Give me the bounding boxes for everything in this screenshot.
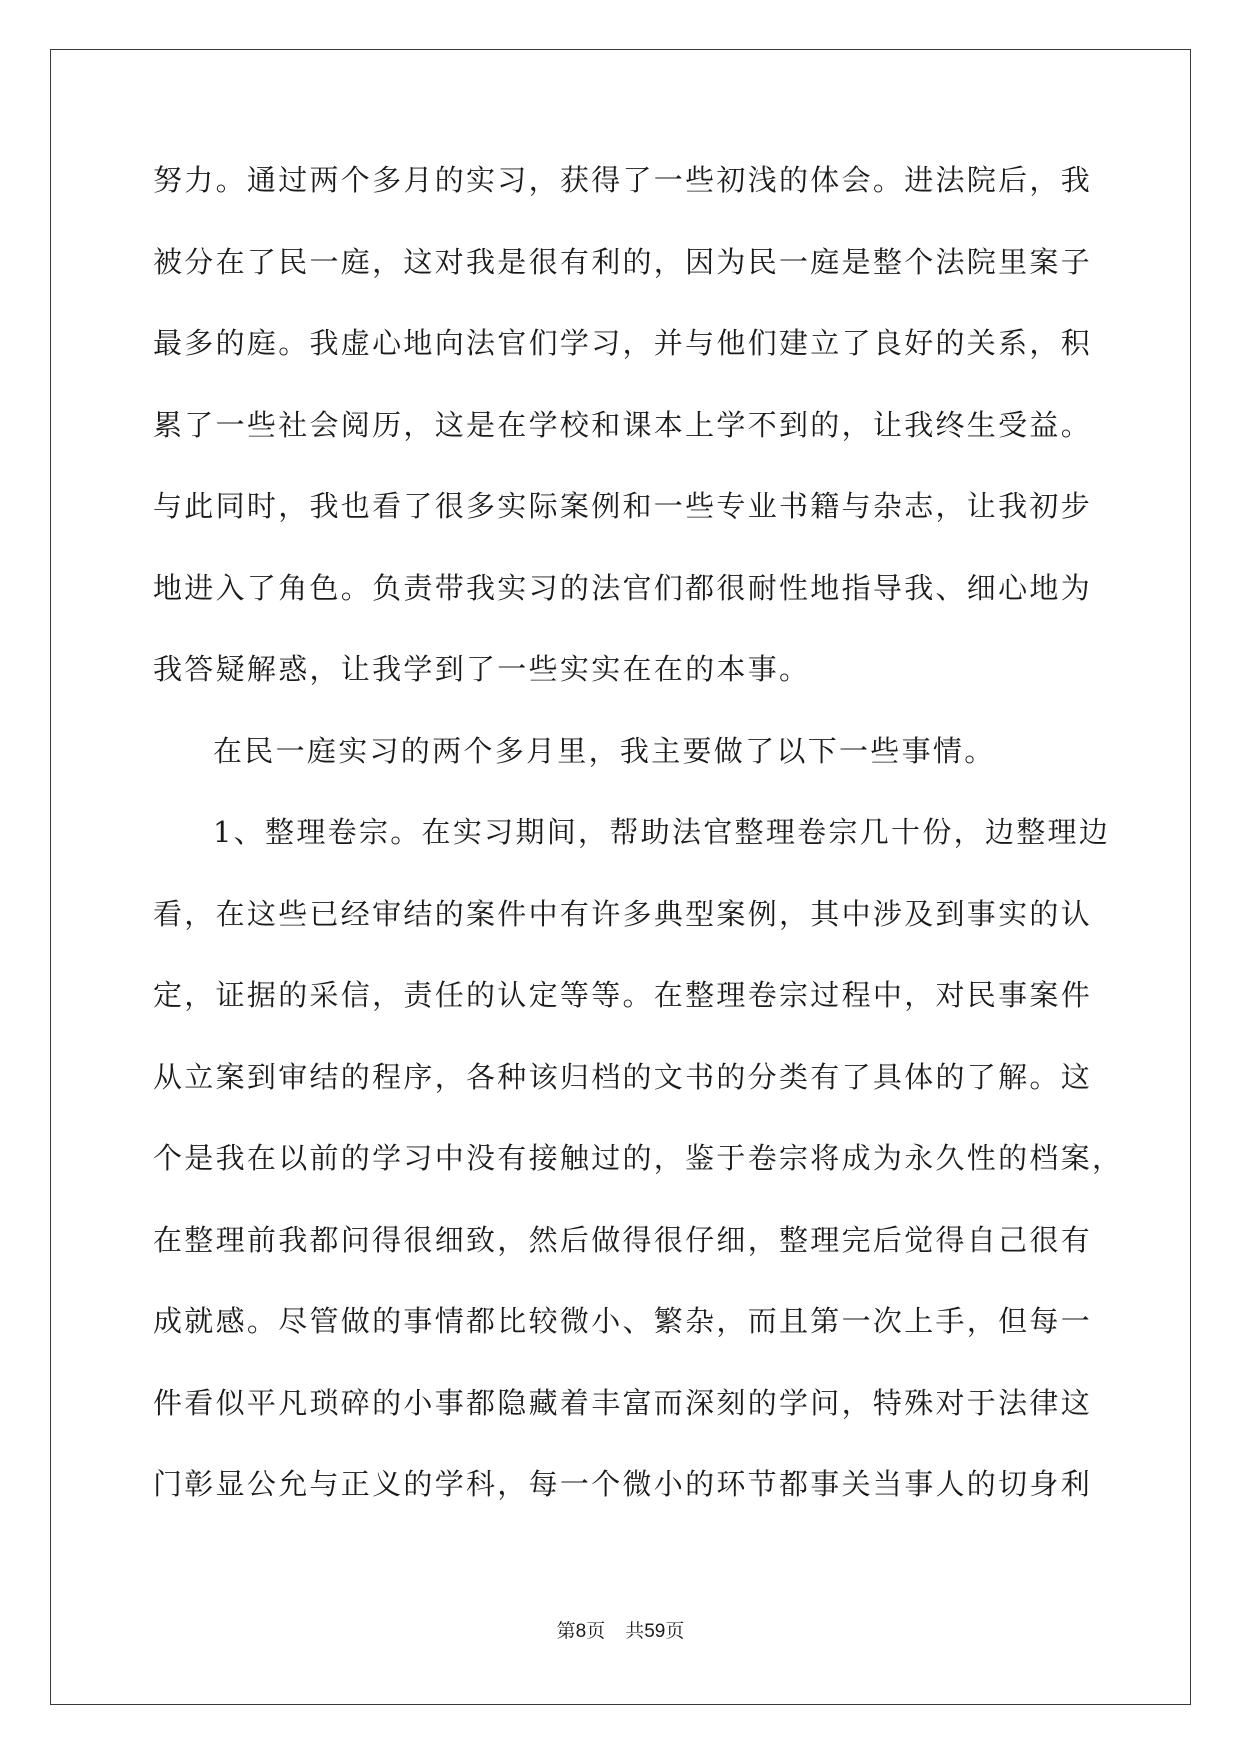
footer-page-number: 8 bbox=[575, 1621, 587, 1642]
text-line: 累了一些社会阅历，这是在学校和课本上学不到的，让我终生受益。 bbox=[153, 407, 1093, 442]
text-line: 成就感。尽管做的事情都比较微小、繁杂，而且第一次上手，但每一 bbox=[153, 1304, 1093, 1338]
text-line: 我答疑解惑，让我学到了一些实实在在的本事。 bbox=[153, 652, 811, 686]
page-footer bbox=[0, 1616, 1241, 1643]
text-line: 从立案到审结的程序，各种该归档的文书的分类有了具体的了解。这 bbox=[153, 1059, 1093, 1094]
text-line: 1、整理卷宗。在实习期间，帮助法官整理卷宗几十份，边整理边 bbox=[213, 815, 1111, 849]
text-line: 定，证据的采信，责任的认定等等。在整理卷宗过程中，对民事案件 bbox=[153, 978, 1093, 1012]
footer-page-prefix: 第 bbox=[556, 1620, 576, 1642]
text-line: 努力。通过两个多月的实习，获得了一些初浅的体会。进法院后，我 bbox=[153, 163, 1093, 197]
document-body bbox=[153, 160, 1124, 1546]
text-line: 在民一庭实习的两个多月里，我主要做了以下一些事情。 bbox=[213, 733, 996, 768]
footer-page-suffix: 页 bbox=[586, 1620, 606, 1642]
text-line: 门彰显公允与正义的学科，每一个微小的环节都事关当事人的切身利 bbox=[153, 1467, 1093, 1501]
footer-total-pages: 59 bbox=[644, 1621, 666, 1642]
text-line: 个是我在以前的学习中没有接触过的，鉴于卷宗将成为永久性的档案， bbox=[153, 1141, 1124, 1175]
text-line: 看，在这些已经审结的案件中有许多典型案例，其中涉及到事实的认 bbox=[153, 896, 1093, 931]
text-line: 最多的庭。我虚心地向法官们学习，并与他们建立了良好的关系，积 bbox=[153, 326, 1093, 360]
footer-total-suffix: 页 bbox=[665, 1620, 685, 1642]
text-line: 在整理前我都问得很细致，然后做得很仔细，整理完后觉得自己很有 bbox=[153, 1222, 1093, 1257]
text-line: 地进入了角色。负责带我实习的法官们都很耐性地指导我、细心地为 bbox=[153, 570, 1093, 605]
text-line: 被分在了民一庭，这对我是很有利的，因为民一庭是整个法院里案子 bbox=[153, 244, 1093, 279]
footer-total-prefix: 共 bbox=[625, 1620, 645, 1642]
text-line: 与此同时，我也看了很多实际案例和一些专业书籍与杂志，让我初步 bbox=[153, 489, 1093, 523]
text-line: 件看似平凡琐碎的小事都隐藏着丰富而深刻的学问，特殊对于法律这 bbox=[153, 1385, 1093, 1420]
